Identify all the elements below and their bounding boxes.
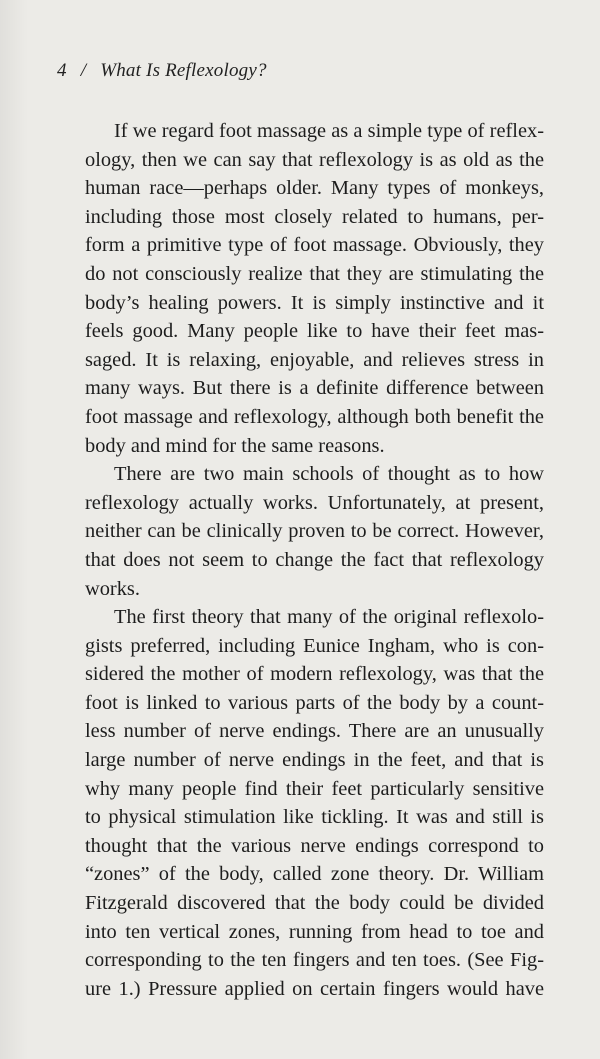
text-line: “zones” of the body, called zone theory. Dr. William xyxy=(85,863,544,886)
text-line: neither can be clinically proven to be correct. However, xyxy=(85,520,544,543)
text-line: less number of nerve endings. There are an unusually xyxy=(85,720,544,743)
text-line: human race—perhaps older. Many types of monkeys, xyxy=(85,177,544,200)
text-line: many ways. But there is a definite difference between xyxy=(85,377,544,400)
text-line: large number of nerve endings in the feet, and that is xyxy=(85,749,544,772)
text-line: reflexology actually works. Unfortunately, at present, xyxy=(85,491,544,514)
paragraph-1 xyxy=(56,117,544,460)
text-line: The first theory that many of the original reflexolo- xyxy=(114,606,544,629)
text-line: gists preferred, including Eunice Ingham, who is con- xyxy=(85,634,544,657)
paragraph-2 xyxy=(56,460,544,603)
text-line: why many people find their feet particularly sensitive xyxy=(85,777,544,800)
body-text xyxy=(56,117,544,1003)
text-line: thought that the various nerve endings correspond to xyxy=(85,834,544,857)
text-line: foot is linked to various parts of the body by a count- xyxy=(85,691,544,714)
header-separator: / xyxy=(80,60,87,81)
text-line: works. xyxy=(85,577,140,600)
text-line: feels good. Many people like to have their feet mas- xyxy=(85,320,544,343)
text-line: form a primitive type of foot massage. Obviously, they xyxy=(85,234,544,257)
running-header xyxy=(57,60,267,82)
text-line: saged. It is relaxing, enjoyable, and relieves stress in xyxy=(85,348,544,371)
text-line: foot massage and reflexology, although both benefit the xyxy=(85,405,544,428)
text-line: body and mind for the same reasons. xyxy=(85,434,385,457)
text-line: that does not seem to change the fact that reflexology xyxy=(85,548,544,571)
chapter-title: What Is Reflexology? xyxy=(100,60,267,81)
text-line: Fitzgerald discovered that the body could be divided xyxy=(85,892,544,915)
text-line: ure 1.) Pressure applied on certain fingers would have xyxy=(85,977,544,1000)
text-line: sidered the mother of modern reflexology, was that the xyxy=(85,663,544,686)
paragraph-3 xyxy=(56,603,544,1003)
text-line: including those most closely related to humans, per- xyxy=(85,205,544,228)
text-line: do not consciously realize that they are stimulating the xyxy=(85,262,544,285)
text-line: into ten vertical zones, running from head to toe and xyxy=(85,920,544,943)
text-line: corresponding to the ten fingers and ten toes. (See Fig- xyxy=(85,949,544,972)
text-line: ology, then we can say that reflexology is as old as the xyxy=(85,148,544,171)
text-line: to physical stimulation like tickling. It was and still is xyxy=(85,806,544,829)
text-line: body’s healing powers. It is simply instinctive and it xyxy=(85,291,544,314)
page-number: 4 xyxy=(57,60,67,81)
text-line: If we regard foot massage as a simple type of reflex- xyxy=(114,120,544,142)
text-line: There are two main schools of thought as to how xyxy=(114,463,544,486)
